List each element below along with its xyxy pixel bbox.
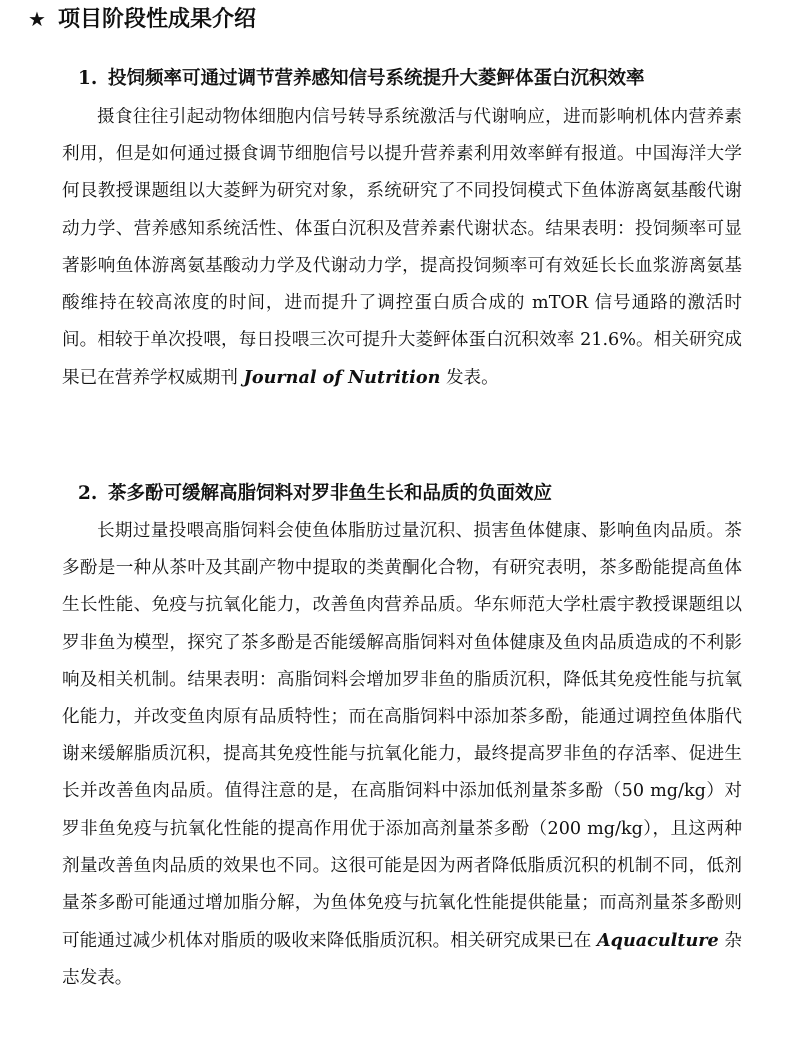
page-heading — [28, 4, 256, 35]
star-icon: ★ — [28, 7, 46, 31]
page-heading-text: 项目阶段性成果介绍 — [58, 7, 257, 32]
section-1-title-text: 投饲频率可通过调节营养感知信号系统提升大菱鲆体蛋白沉积效率 — [108, 68, 645, 89]
section-2-number: 2. — [78, 483, 98, 504]
section-2-body-text: 长期过量投喂高脂饲料会使鱼体脂肪过量沉积、损害鱼体健康、影响鱼肉品质。茶多酚是一种从茶叶及其副产物中提取的类黄酮化合物，有研究表明，茶多酚能提高鱼体生长性能、免疫与抗氧化能力，改善鱼肉营养品质。华东师范大学杜震宇教授课题组以罗非鱼为模型，探究了茶多酚是否能缓解高脂饲料对鱼体健康及鱼肉品质造成的不利影响及相关机制。结果表明：高脂饲料会增加罗非鱼的脂质沉积，降低其免疫性能与抗氧化能力，并改变鱼肉原有品质特性；而在高脂饲料中添加茶多酚，能通过调控鱼体脂代谢来缓解脂质沉积，提高其免疫性能与抗氧化能力，最终提高罗非鱼的存活率、促进生长并改善鱼肉品质。值得注意的是，在高脂饲料中添加低剂量茶多酚（50 mg/kg）对罗非鱼免疫与抗氧化性能的提高作用优于添加高剂量茶多酚（200 mg/kg），且这两种剂量改善鱼肉品质的效果也不同。这很可能是因为两者降低脂质沉积的机制不同，低剂量茶多酚可能通过增加脂分解，为鱼体免疫与抗氧化性能提供能量；而高剂量茶多酚则可能通过减少机体对脂质的吸收来降低脂质沉积。相关研究成果已在 — [62, 521, 742, 952]
section-2-journal: Aquaculture — [597, 930, 719, 952]
section-1-title — [78, 66, 645, 92]
section-2-body — [62, 513, 742, 998]
section-2-body-end: 杂志发表。 — [62, 931, 742, 989]
section-1-body-text: 摄食往往引起动物体细胞内信号转导系统激活与代谢响应，进而影响机体内营养素利用，但是如何通过摄食调节细胞信号以提升营养素利用效率鲜有报道。中国海洋大学何艮教授课题组以大菱鲆为研究对象，系统研究了不同投饲模式下鱼体游离氨基酸代谢动力学、营养感知系统活性、体蛋白沉积及营养素代谢状态。结果表明：投饲频率可显著影响鱼体游离氨基酸动力学及代谢动力学，提高投饲频率可有效延长长血浆游离氨基酸维持在较高浓度的时间，进而提升了调控蛋白质合成的 mTOR 信号通路的激活时间。相较于单次投喂，每日投喂三次可提升大菱鲆体蛋白沉积效率 21.6%。相关研究成果已在营养学权威期刊 — [62, 107, 742, 389]
section-1-body-end: 发表。 — [440, 368, 499, 389]
section-2-title-text: 茶多酚可缓解高脂饲料对罗非鱼生长和品质的负面效应 — [108, 483, 553, 504]
section-2-title — [78, 481, 552, 507]
section-1-body — [62, 99, 742, 398]
section-1-journal: Journal of Nutrition — [243, 367, 441, 389]
section-1-number: 1. — [78, 68, 98, 89]
